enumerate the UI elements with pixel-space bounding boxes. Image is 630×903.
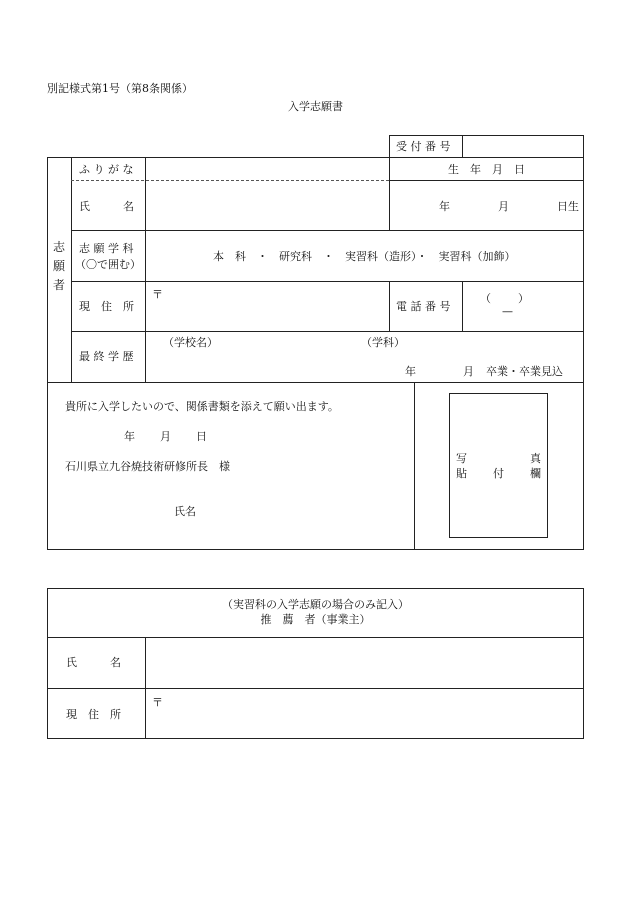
page-title: 入学志願書	[288, 100, 343, 113]
course-options[interactable]: 本 科 ・ 研究科 ・ 実習科（造形）・ 実習科（加飾）	[213, 250, 516, 263]
grad-year-label: 年	[405, 365, 416, 378]
photo-label-2: 真	[530, 452, 541, 465]
recommender-address-label: 現 住 所	[66, 708, 121, 721]
birth-day-label: 日生	[557, 200, 579, 213]
photo-label-5: 欄	[530, 467, 541, 480]
phone-paren-open: （	[480, 292, 491, 305]
birth-year-label: 年	[439, 200, 450, 213]
date-day-label: 日	[196, 430, 207, 443]
addressee: 石川県立九谷焼技術研修所長 様	[65, 460, 230, 473]
birthdate-header: 生 年 月 日	[448, 163, 525, 176]
photo-box	[449, 393, 548, 538]
recommender-name-label: 氏 名	[66, 656, 121, 669]
grad-month-label: 月	[463, 365, 474, 378]
recommender-note: （実習科の入学志願の場合のみ記入）	[222, 598, 409, 611]
applicant-side-label: 志 願 者	[52, 240, 65, 292]
phone-dash: —	[502, 305, 513, 318]
form-reference: 別記様式第1号（第8条関係）	[47, 82, 193, 95]
phone-label: 電 話 番 号	[396, 300, 451, 313]
grad-status-label: 卒業・卒業見込	[486, 365, 563, 378]
receipt-number-label: 受 付 番 号	[396, 140, 451, 153]
department-label: （学科）	[361, 336, 405, 349]
phone-paren-close: ）	[518, 292, 529, 305]
date-month-label: 月	[160, 430, 171, 443]
declaration-text: 貴所に入学したいので、関係書類を添えて願い出ます。	[65, 400, 339, 413]
school-name-label: （学校名）	[163, 336, 218, 349]
education-label: 最 終 学 歴	[79, 350, 134, 363]
recommender-title: 推 薦 者（事業主）	[260, 613, 371, 626]
photo-label-1: 写	[456, 452, 467, 465]
recommender-postal-mark: 〒	[152, 696, 163, 709]
address-label: 現 住 所	[79, 300, 134, 313]
name-label: 氏 名	[79, 200, 134, 213]
birth-month-label: 月	[498, 200, 509, 213]
postal-mark: 〒	[152, 288, 163, 301]
photo-label-4: 付	[493, 467, 504, 480]
furigana-label: ふ り が な	[79, 163, 134, 176]
date-year-label: 年	[124, 430, 135, 443]
course-label: 志 願 学 科	[79, 242, 134, 255]
photo-label-3: 貼	[456, 467, 467, 480]
signature-label: 氏名	[174, 505, 196, 518]
course-label-note: （〇で囲む）	[75, 258, 141, 271]
